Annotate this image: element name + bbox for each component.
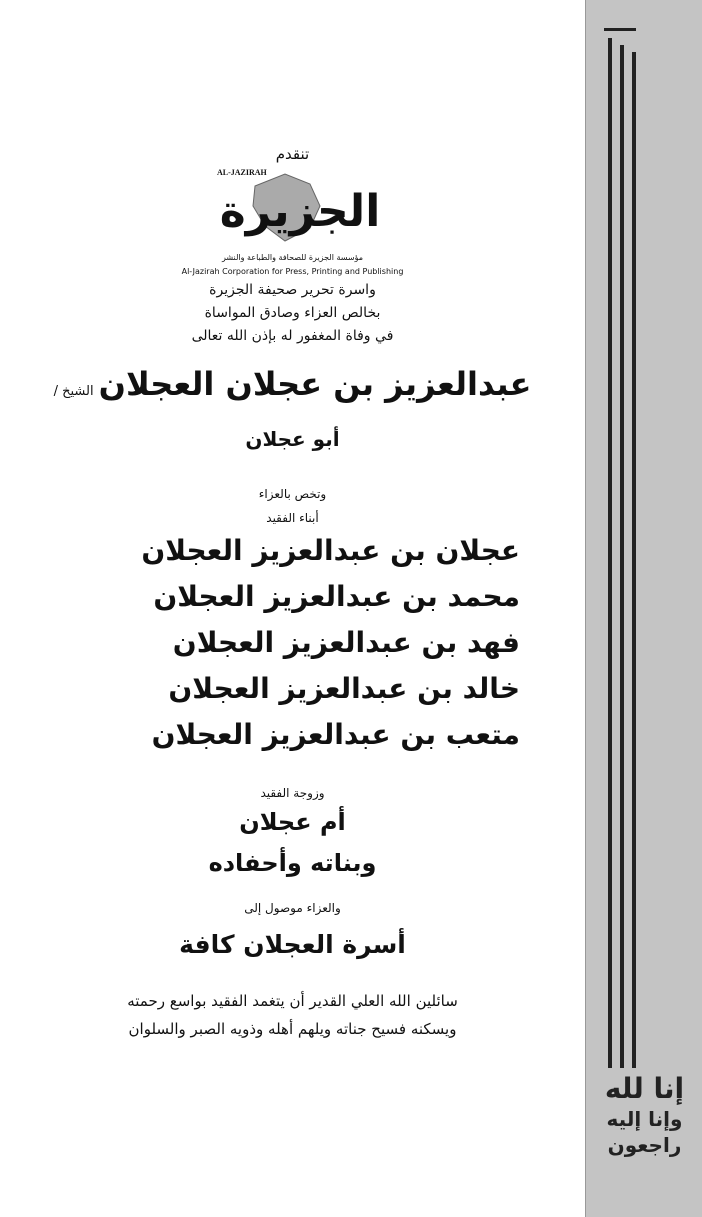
vertical-line (620, 45, 624, 1068)
prayer-line-1: سائلين الله العلي القدير أن يتغمد الفقيد بواسع رحمته (127, 992, 458, 1010)
daughters-line: وبناته وأحفاده (208, 849, 377, 877)
logo-latin: AL-JAZIRAH (217, 168, 267, 177)
logo-arabic: الجزيرة (219, 186, 381, 237)
vertical-line (632, 52, 636, 1068)
al-jazirah-logo (215, 166, 385, 248)
son-name: خالد بن عبدالعزيز العجلان (168, 672, 520, 705)
madda-mark (604, 28, 636, 31)
passing-line: في وفاة المغفور له بإذن الله تعالى (191, 328, 394, 344)
son-name: محمد بن عبدالعزيز العجلان (153, 580, 520, 613)
editorial-line: واسرة تحرير صحيفة الجزيرة (209, 282, 376, 298)
wife-label: وزوجة الفقيد (260, 786, 325, 800)
family-line: أسرة العجلان كافة (179, 930, 406, 959)
side-panel (585, 0, 702, 1217)
son-name: متعب بن عبدالعزيز العجلان (151, 718, 520, 751)
sons-list (141, 528, 520, 758)
vertical-line (608, 38, 612, 1068)
side-slogan (592, 1072, 697, 1158)
prayer-line-2: ويسكنه فسيح جناته ويلهم أهله وذويه الصبر والسلوان (128, 1020, 457, 1038)
deceased-title: الشيخ / (53, 384, 94, 399)
condolence-line: بخالص العزاء وصادق المواساة (204, 305, 381, 321)
wife-name: أم عجلان (239, 808, 346, 836)
sons-label: أبناء الفقيد (266, 511, 319, 525)
slogan-line-2: وإنا إليه (606, 1107, 683, 1131)
extended-label: والعزاء موصول إلى (244, 901, 341, 915)
logo-arabic-corp: مؤسسة الجزيرة للصحافة والطباعة والنشر (221, 253, 363, 262)
logo-english-corp: Al-Jazirah Corporation for Press, Printing and Publishing (181, 267, 404, 276)
deceased-name: عبدالعزيز بن عجلان العجلان (98, 365, 532, 403)
slogan-line-1: إنا لله (604, 1072, 685, 1105)
son-name: فهد بن عبدالعزيز العجلان (172, 626, 520, 659)
deceased-heading (0, 362, 585, 414)
slogan-line-3: راجعون (607, 1133, 682, 1157)
special-label: وتخص بالعزاء (258, 487, 327, 501)
son-name: عجلان بن عبدالعزيز العجلان (141, 534, 520, 567)
deceased-kunya: أبو عجلان (245, 427, 340, 451)
intro-text: تنقدم (275, 145, 310, 163)
